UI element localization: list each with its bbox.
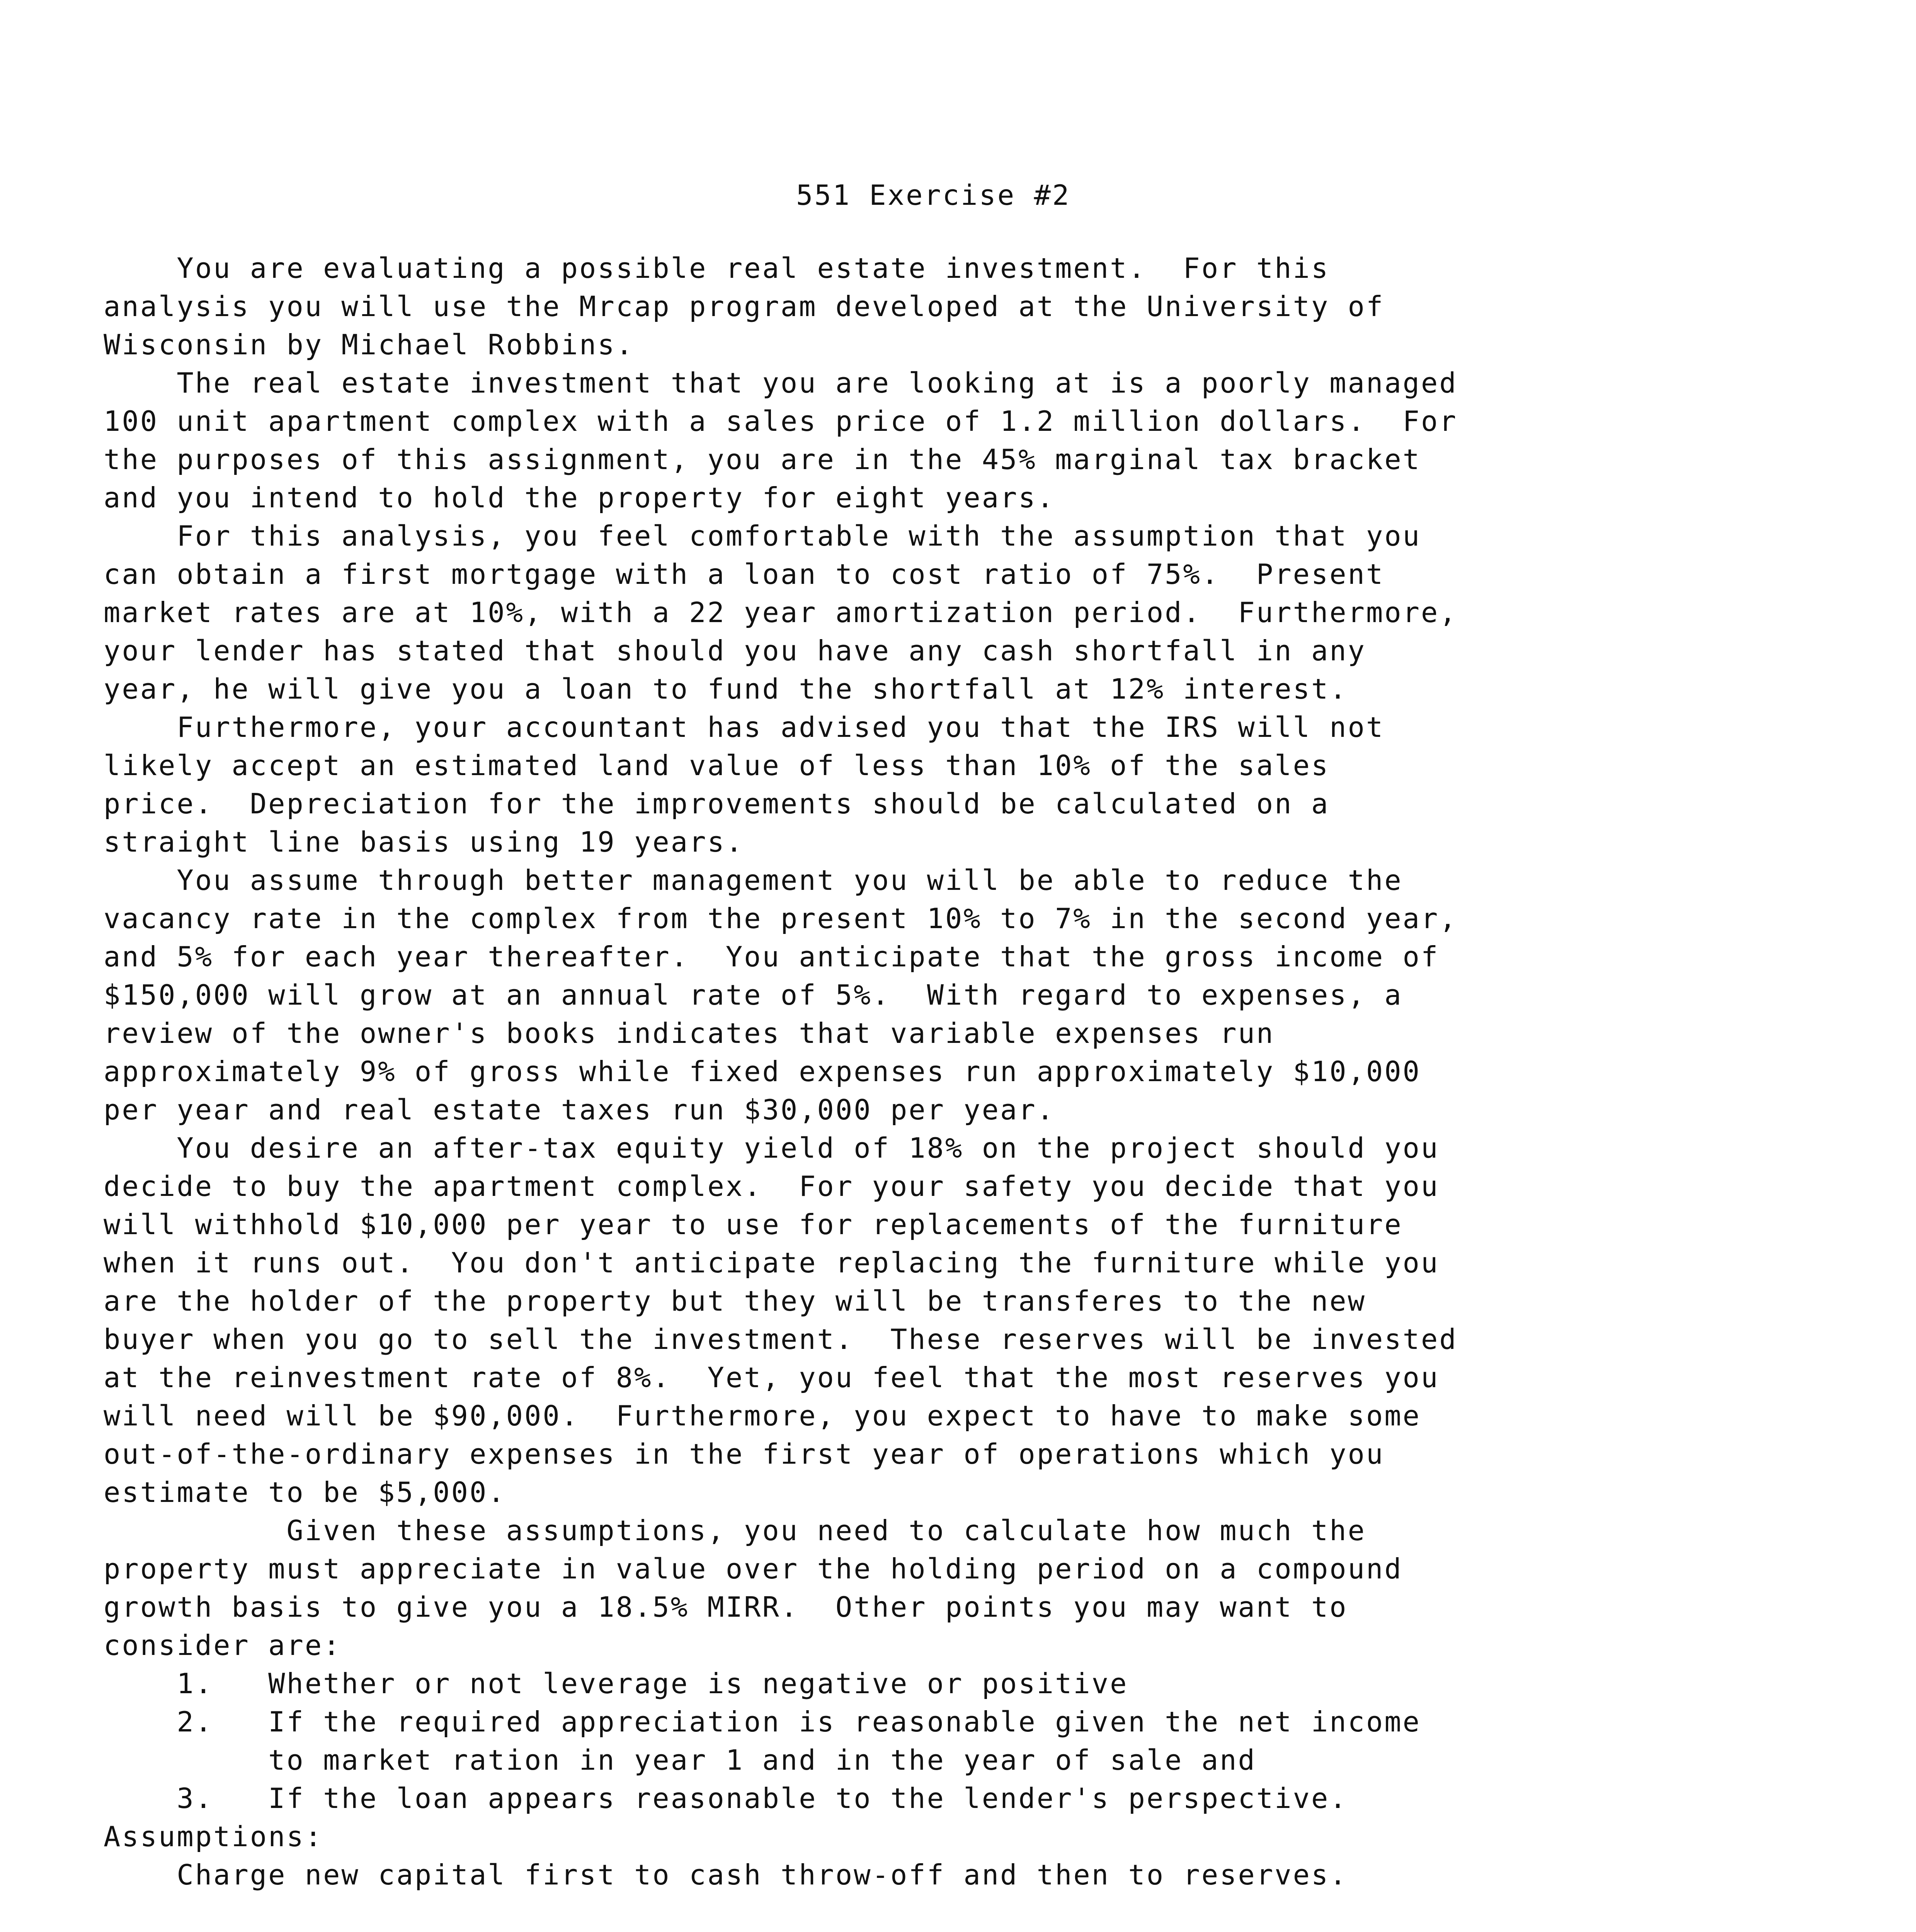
text-line: straight line basis using 19 years.: [104, 826, 744, 858]
text-line: estimate to be $5,000.: [104, 1476, 506, 1509]
text-line: 3. If the loan appears reasonable to the lender's perspective.: [104, 1782, 1348, 1815]
text-line: will withhold $10,000 per year to use for replacements of the furniture: [104, 1208, 1403, 1241]
text-line: Assumptions:: [104, 1820, 323, 1853]
text-line: the purposes of this assignment, you are in the 45% marginal tax bracket: [104, 443, 1421, 476]
text-line: Furthermore, your accountant has advised you that the IRS will not: [104, 711, 1385, 743]
text-line: Wisconsin by Michael Robbins.: [104, 328, 635, 361]
text-line: year, he will give you a loan to fund the shortfall at 12% interest.: [104, 673, 1348, 705]
text-line: vacancy rate in the complex from the present 10% to 7% in the second year,: [104, 902, 1458, 935]
text-line: For this analysis, you feel comfortable with the assumption that you: [104, 520, 1421, 552]
text-line: will need will be $90,000. Furthermore, you expect to have to make some: [104, 1400, 1421, 1432]
text-line: per year and real estate taxes run $30,000 per year.: [104, 1094, 1055, 1126]
text-line: when it runs out. You don't anticipate replacing the furniture while you: [104, 1247, 1440, 1279]
text-line: 100 unit apartment complex with a sales price of 1.2 million dollars. For: [104, 405, 1458, 437]
text-line: $150,000 will grow at an annual rate of 5%. With regard to expenses, a: [104, 979, 1403, 1011]
text-line: buyer when you go to sell the investment. These reserves will be invested: [104, 1323, 1458, 1355]
text-line: can obtain a first mortgage with a loan to cost ratio of 75%. Present: [104, 558, 1385, 590]
text-line: market rates are at 10%, with a 22 year amortization period. Furthermore,: [104, 596, 1458, 629]
text-line: decide to buy the apartment complex. For your safety you decide that you: [104, 1170, 1440, 1202]
text-line: analysis you will use the Mrcap program developed at the University of: [104, 290, 1385, 323]
text-line: 1. Whether or not leverage is negative or positive: [104, 1667, 1128, 1700]
text-line: 2. If the required appreciation is reasonable given the net income: [104, 1706, 1421, 1738]
text-line: property must appreciate in value over the holding period on a compound: [104, 1553, 1403, 1585]
text-line: Charge new capital first to cash throw-off and then to reserves.: [104, 1859, 1348, 1891]
page-title: 551 Exercise #2: [796, 179, 1071, 211]
text-line: consider are:: [104, 1629, 342, 1662]
text-line: You desire an after-tax equity yield of 18% on the project should you: [104, 1132, 1440, 1164]
text-line: at the reinvestment rate of 8%. Yet, you feel that the most reserves you: [104, 1361, 1440, 1394]
text-line: are the holder of the property but they will be transferes to the new: [104, 1285, 1366, 1317]
text-line: and you intend to hold the property for eight years.: [104, 481, 1055, 514]
text-line: growth basis to give you a 18.5% MIRR. Other points you may want to: [104, 1591, 1348, 1623]
text-line: out-of-the-ordinary expenses in the first year of operations which you: [104, 1438, 1385, 1470]
text-line: review of the owner's books indicates that variable expenses run: [104, 1017, 1275, 1049]
text-line: likely accept an estimated land value of less than 10% of the sales: [104, 749, 1330, 782]
text-line: your lender has stated that should you have any cash shortfall in any: [104, 634, 1366, 667]
text-line: Given these assumptions, you need to calculate how much the: [104, 1514, 1366, 1547]
document-body: [104, 249, 1835, 1894]
text-line: and 5% for each year thereafter. You anticipate that the gross income of: [104, 940, 1440, 973]
text-line: price. Depreciation for the improvements should be calculated on a: [104, 787, 1330, 820]
text-line: The real estate investment that you are looking at is a poorly managed: [104, 367, 1458, 399]
text-line: approximately 9% of gross while fixed expenses run approximately $10,000: [104, 1055, 1421, 1088]
text-line: You are evaluating a possible real estate investment. For this: [104, 252, 1330, 284]
text-line: You assume through better management you will be able to reduce the: [104, 864, 1403, 896]
text-line: to market ration in year 1 and in the year of sale and: [104, 1744, 1256, 1776]
